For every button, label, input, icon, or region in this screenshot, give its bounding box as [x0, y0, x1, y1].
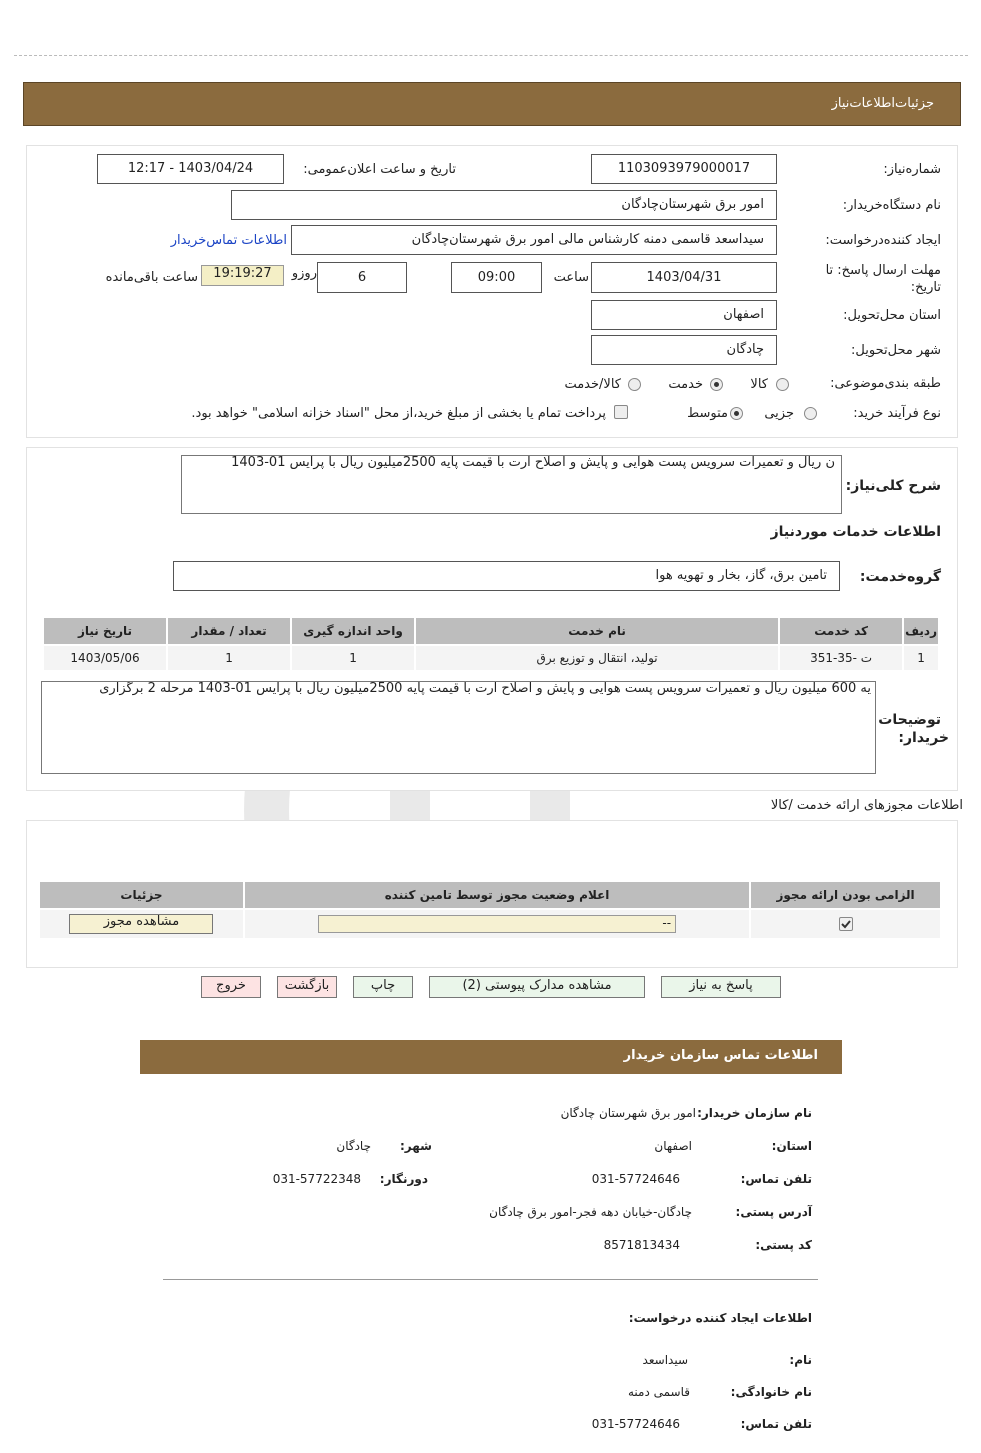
- buyer-notes-textarea[interactable]: یه 600 میلیون ریال و تعمیرات سرویس پست هوایی و پایش و اصلاح ارت با قیمت پایه 2500میلیون ریال با پرایس 01-1403 مرحله 2 برگزاری: [41, 681, 876, 774]
- view-attachments-button[interactable]: مشاهده مدارک پیوستی (2): [429, 976, 645, 998]
- province-label: استان محل‌تحویل:: [843, 308, 941, 323]
- creator-phone-value: 031-57724646: [591, 1417, 680, 1431]
- category-label: طبقه بندی‌موضوعی:: [830, 376, 941, 391]
- contact-divider: [163, 1279, 818, 1280]
- print-button[interactable]: چاپ: [353, 976, 413, 998]
- col-header-code: کد خدمت: [780, 618, 902, 644]
- contact-postal-label: کد پستی:: [755, 1238, 812, 1252]
- license-status-field: --: [318, 915, 676, 933]
- creator-phone-label: تلفن تماس:: [740, 1417, 812, 1431]
- category-option-goods: کالا: [750, 377, 768, 392]
- creator-name-label: نام:: [789, 1353, 812, 1367]
- buyer-notes-label-2: خریدار:: [898, 730, 949, 746]
- need-number-field: 1103093979000017: [591, 154, 777, 184]
- top-divider: [14, 55, 968, 56]
- contact-fax-value: 031-57722348: [272, 1172, 361, 1186]
- table-row: [40, 910, 940, 938]
- treasury-payment-checkbox[interactable]: [614, 405, 628, 419]
- contact-city-value: چادگان: [336, 1139, 371, 1153]
- deadline-time-label: ساعت: [553, 270, 589, 285]
- creator-info-title: اطلاعات ایجاد کننده درخواست:: [628, 1311, 812, 1325]
- license-required-cell: [751, 910, 940, 938]
- license-status-cell: [245, 910, 749, 938]
- category-option-service: خدمت: [668, 377, 703, 392]
- table-row: [44, 646, 938, 670]
- contact-province-label: استان:: [771, 1139, 812, 1153]
- category-option-goods-service: کالا/خدمت: [564, 377, 621, 392]
- creator-field: سیداسعد قاسمی دمنه کارشناس مالی امور برق شهرستان‌چادگان: [291, 225, 777, 255]
- contact-province-value: اصفهان: [654, 1139, 692, 1153]
- deadline-time-field: 09:00: [451, 262, 542, 293]
- need-number-label: شماره‌نیاز:: [883, 162, 941, 177]
- purchase-option-minor: جزیی: [764, 406, 794, 421]
- buyer-field: امور برق شهرستان‌چادگان: [231, 190, 777, 220]
- province-field: اصفهان: [591, 300, 777, 330]
- page-header: [23, 82, 961, 126]
- purchase-radio-medium[interactable]: [730, 407, 743, 420]
- purchase-radio-minor[interactable]: [804, 407, 817, 420]
- col-header-date: تاریخ نیاز: [44, 618, 166, 644]
- licenses-table: [38, 880, 942, 940]
- cell-row: 1: [904, 646, 938, 670]
- remaining-time: 19:19:27: [201, 265, 284, 286]
- category-radio-service[interactable]: [710, 378, 723, 391]
- services-section-title: اطلاعات خدمات موردنیاز: [770, 524, 941, 540]
- buyer-label: نام دستگاه‌خریدار:: [842, 198, 941, 213]
- category-radio-goods[interactable]: [776, 378, 789, 391]
- contact-title: اطلاعات تماس سازمان خریدار: [623, 1048, 818, 1063]
- buyer-notes-label-1: توضیحات: [878, 712, 941, 728]
- deadline-date-field: 1403/04/31: [591, 262, 777, 293]
- creator-label: ایجاد کننده‌درخواست:: [825, 233, 941, 248]
- back-button[interactable]: بازگشت: [277, 976, 337, 998]
- announce-field: 1403/04/24 - 12:17: [97, 154, 284, 184]
- cell-unit: 1: [292, 646, 414, 670]
- buyer-contact-link[interactable]: اطلاعات تماس‌خریدار: [170, 233, 287, 248]
- creator-family-value: قاسمی دمنه: [627, 1385, 690, 1399]
- contact-postal-value: 8571813434: [603, 1238, 680, 1252]
- city-field: چادگان: [591, 335, 777, 365]
- cell-code: ت -35-351: [780, 646, 902, 670]
- checkmark-icon: [839, 917, 853, 931]
- service-group-field: تامین برق، گاز، بخار و تهویه هوا: [173, 561, 840, 591]
- treasury-payment-note: پرداخت تمام یا بخشی از مبلغ خرید،از محل "اسناد خزانه اسلامی" خواهد بود.: [191, 406, 606, 421]
- org-label: نام سازمان خریدار:: [697, 1106, 812, 1120]
- org-value: امور برق شهرستان چادگان: [560, 1106, 696, 1120]
- license-col-details: جزئیات: [40, 882, 243, 908]
- contact-city-label: شهر:: [400, 1139, 432, 1153]
- announce-label: تاریخ و ساعت اعلان‌عمومی:: [303, 162, 456, 177]
- days-label: روزو: [291, 266, 317, 281]
- cell-name: تولید، انتقال و توزیع برق: [416, 646, 778, 670]
- exit-button[interactable]: خروج: [201, 976, 261, 998]
- category-radio-goods-service[interactable]: [628, 378, 641, 391]
- city-label: شهر محل‌تحویل:: [851, 343, 941, 358]
- service-group-label: گروه‌خدمت:: [859, 569, 941, 585]
- contact-header: [140, 1040, 842, 1074]
- license-col-status: اعلام وضعیت مجوز توسط تامین کننده: [245, 882, 749, 908]
- col-header-unit: واحد اندازه گیری: [292, 618, 414, 644]
- cell-date: 1403/05/06: [44, 646, 166, 670]
- cell-qty: 1: [168, 646, 290, 670]
- license-col-required: الزامی بودن ارائه مجوز: [751, 882, 940, 908]
- days-field: 6: [317, 262, 407, 293]
- contact-address-label: آدرس پستی:: [735, 1205, 812, 1219]
- license-details-cell: [40, 910, 243, 938]
- contact-fax-label: دورنگار:: [379, 1172, 428, 1186]
- licenses-title: اطلاعات مجوزهای ارائه خدمت /کالا: [770, 798, 963, 813]
- deadline-label: مهلت ارسال پاسخ: تا تاریخ:: [825, 263, 941, 295]
- col-header-qty: تعداد / مقدار: [168, 618, 290, 644]
- col-header-row: ردیف: [904, 618, 938, 644]
- contact-phone-label: تلفن تماس:: [740, 1172, 812, 1186]
- purchase-option-medium: متوسط: [687, 406, 728, 421]
- contact-phone-value: 031-57724646: [591, 1172, 680, 1186]
- summary-label: شرح کلی‌نیاز:: [845, 478, 941, 494]
- page-title: جزئیات‌اطلاعات‌نیاز: [831, 96, 934, 111]
- col-header-name: نام خدمت: [416, 618, 778, 644]
- reply-button[interactable]: پاسخ به نیاز: [661, 976, 781, 998]
- view-license-button[interactable]: مشاهده مجوز: [69, 914, 213, 934]
- summary-textarea[interactable]: ن ریال و تعمیرات سرویس پست هوایی و پایش و اصلاح ارت با قیمت پایه 2500میلیون ریال با پرایس 01-1403: [181, 455, 842, 514]
- purchase-type-label: نوع فرآیند خرید:: [853, 406, 941, 421]
- creator-name-value: سیداسعد: [642, 1353, 688, 1367]
- service-table: [42, 616, 940, 672]
- creator-family-label: نام خانوادگی:: [730, 1385, 812, 1399]
- remaining-label: ساعت باقی‌مانده: [105, 270, 198, 285]
- contact-address-value: چادگان-خیابان دهه فجر-امور برق چادگان: [489, 1205, 692, 1219]
